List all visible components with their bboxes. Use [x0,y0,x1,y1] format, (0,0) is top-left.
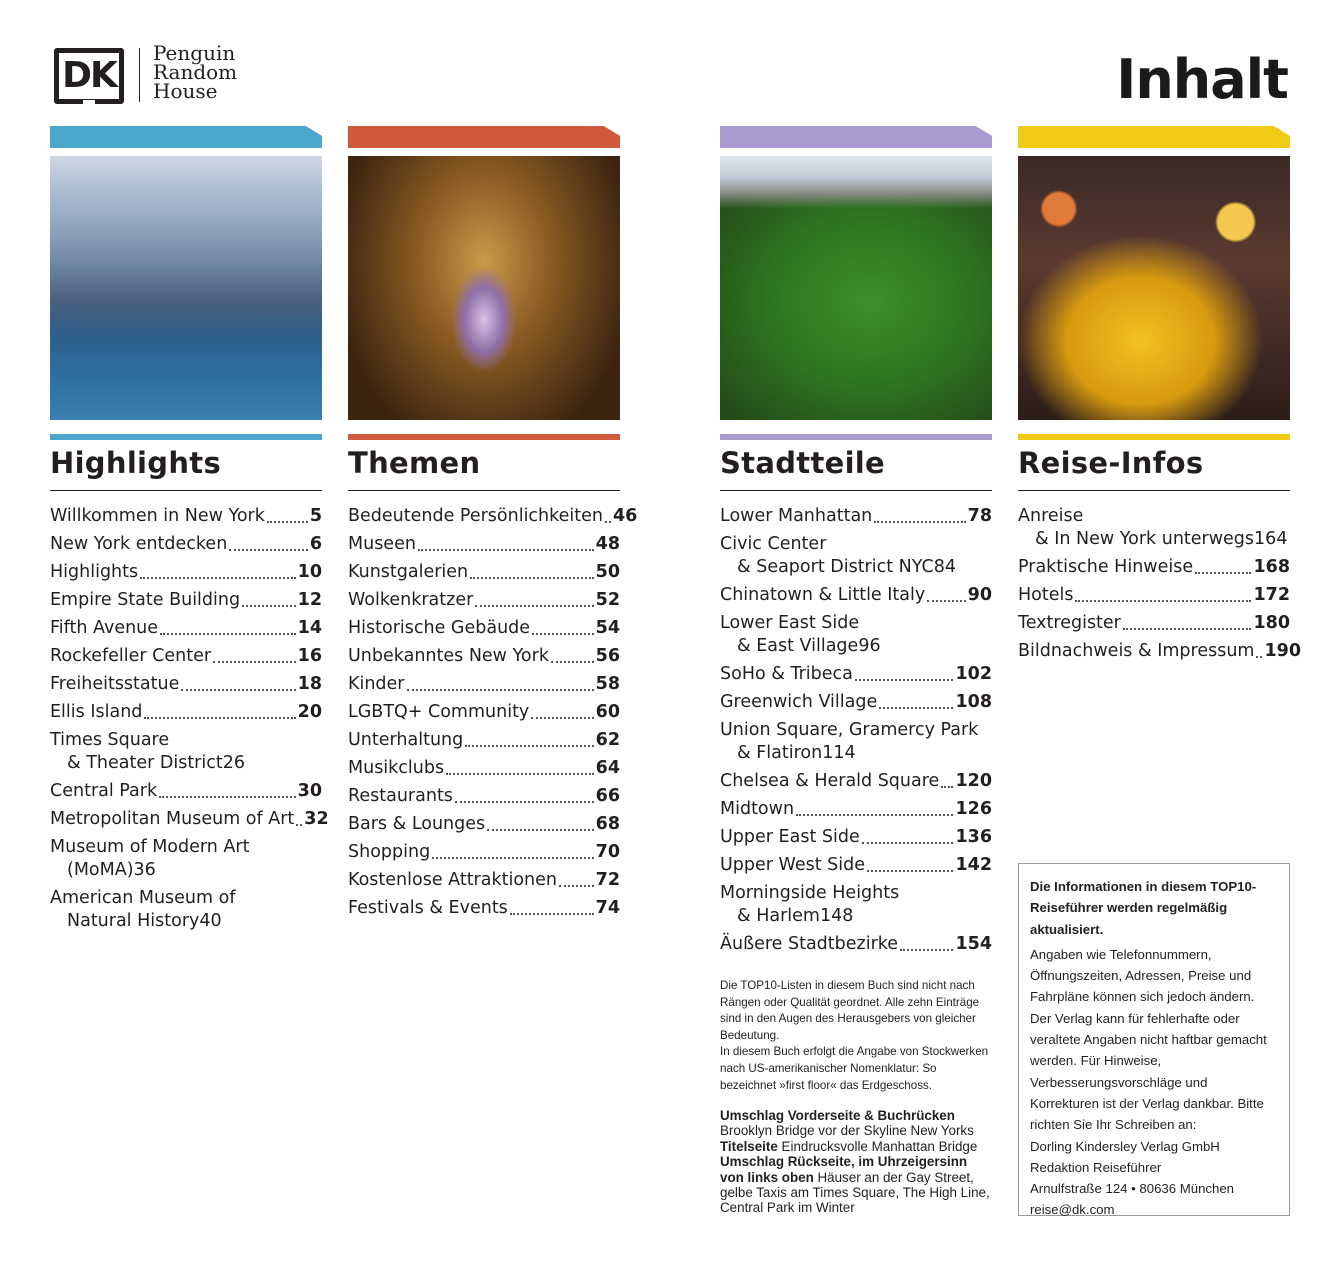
toc-entry[interactable] [50,701,322,724]
section-title: Themen [348,444,620,491]
toc-entry[interactable] [720,584,992,607]
toc-entry-label: Morningside Heights [720,883,900,903]
toc-page-number: 154 [955,934,992,954]
toc-page-number: 142 [955,855,992,875]
toc-page-number: 74 [595,898,620,918]
leader-dots [510,913,594,915]
toc-entry-label: Bildnachweis & Impressum [1018,641,1255,661]
toc-entry[interactable] [348,701,620,724]
toc-entry[interactable] [348,533,620,556]
leader-dots [874,521,965,523]
leader-dots [475,605,593,607]
toc-entry-label: Natural History [67,911,200,931]
column-stadtteile [720,126,992,961]
toc-entry-label: & East Village [737,636,859,656]
toc-entry-label: Upper East Side [720,827,860,847]
leader-dots [455,801,594,803]
toc-entry[interactable] [50,808,329,831]
toc-entry-label: Union Square, Gramercy Park [720,720,979,740]
cover-credits [720,1108,992,1216]
toc-page-number: 40 [199,911,222,931]
toc-page-number: 190 [1264,641,1301,661]
photo-cathedral [348,156,620,420]
toc-page-number: 72 [595,870,620,890]
toc-entry[interactable] [720,798,992,821]
toc-entry-label: & Harlem [737,906,820,926]
toc-entry-label: (MoMA) [67,860,134,880]
toc-page-number: 102 [955,664,992,684]
toc-entry-label: Praktische Hinweise [1018,557,1194,577]
toc-page-number: 126 [955,799,992,819]
toc-entry[interactable] [348,785,620,808]
toc-page-number: 58 [595,674,620,694]
toc-entry[interactable] [1018,640,1301,663]
color-underline [720,434,992,440]
color-tab [720,126,992,148]
note-paragraph: Die TOP10-Listen in diesem Buch sind nicht nach Rängen oder Qualität geordnet. Alle zehn Einträge sind in den Augen des Herausgebers von gleicher Bedeutung. [720,979,980,1042]
toc-entry-label: LGBTQ+ Community [348,702,530,722]
toc-entry-label: Highlights [50,562,139,582]
toc-entry[interactable] [348,897,620,920]
toc-entry-label: Midtown [720,799,795,819]
toc-entry[interactable] [720,933,992,956]
leader-dots [855,679,954,681]
info-address-line: Redaktion Reiseführer [1030,1159,1162,1175]
toc-page-number: 54 [595,618,620,638]
toc-entry-label: Anreise [1018,506,1084,526]
section-title: Reise-Infos [1018,444,1290,491]
cover-back-label: Umschlag Rückseite, im Uhrzeigersinn von links oben [720,1154,968,1185]
penguin-random-house-logo: Penguin Random House [153,41,238,103]
toc-entry[interactable] [1018,505,1290,551]
toc-entry-label: Lower Manhattan [720,506,873,526]
toc-page-number: 12 [297,590,322,610]
toc-entry-label: Civic Center [720,534,827,554]
section-title: Stadtteile [720,444,992,491]
toc-entry[interactable] [1018,612,1290,635]
toc-page-number: 62 [595,730,620,750]
toc-entry[interactable] [348,589,620,612]
toc-page-number: 120 [955,771,992,791]
color-underline [348,434,620,440]
toc-entry[interactable] [1018,556,1290,579]
toc-entry-label: Musikclubs [348,758,445,778]
toc-entry-label: Greenwich Village [720,692,878,712]
toc-entry-label: Chinatown & Little Italy [720,585,926,605]
toc-entry[interactable] [348,757,620,780]
toc-entry[interactable] [50,533,322,556]
toc-page-number: 18 [297,674,322,694]
color-tab [50,126,322,148]
toc-entry-label: Lower East Side [720,613,860,633]
leader-dots [144,717,295,719]
leader-dots [213,661,296,663]
leader-dots [159,796,296,798]
toc-entry[interactable] [50,589,322,612]
toc-entry-label: & Theater District [67,753,223,773]
toc-entry[interactable] [348,813,620,836]
logo-divider [139,48,140,102]
toc-entry[interactable] [50,836,322,882]
toc-entry[interactable] [348,505,638,528]
toc-entry-label: & Flatiron [737,743,823,763]
toc-entry[interactable] [50,645,322,668]
column-highlights [50,126,329,938]
toc-page-number: 66 [595,786,620,806]
cover-front-text: Brooklyn Bridge vor der Skyline New Yorks [720,1123,974,1139]
toc-entry-label: American Museum of [50,888,236,908]
dk-logo: DK [54,48,124,104]
photo-central-park [720,156,992,420]
color-tab [348,126,620,148]
toc-entry-label: Hotels [1018,585,1074,605]
toc-page-number: 90 [967,585,992,605]
toc-entry-label: Museen [348,534,416,554]
leader-dots [296,824,302,826]
toc-page-number: 60 [595,702,620,722]
info-email[interactable]: reise@dk.com [1030,1202,1115,1218]
info-body: Angaben wie Telefonnummern, Öffnungszeiten, Adressen, Preise und Fahrpläne können sich jedoch ändern. Der Verlag kann für fehlerhafte oder veraltete Angaben nicht haftbar gemacht werden. Für Hinweise, Verbesserungsvorschläge und Korrekturen ist der Verlag dankbar. Bitte richten Sie Ihr Schreiben an: [1030,946,1267,1133]
photo-taxi [1018,156,1290,420]
toc-page-number: 16 [297,646,322,666]
section-title: Highlights [50,444,322,491]
toc-entry-label: Festivals & Events [348,898,508,918]
toc-page-number: 20 [297,702,322,722]
leader-dots [446,773,594,775]
color-underline [1018,434,1290,440]
toc-entry[interactable] [720,854,992,877]
toc-entry-label: Kostenlose Attraktionen [348,870,557,890]
cover-title-label: Titelseite [720,1138,778,1154]
toc-entry[interactable] [348,729,620,752]
toc-entry-label: Unbekanntes New York [348,646,549,666]
toc-entry-label: Chelsea & Herald Square [720,771,940,791]
toc-entry[interactable] [50,561,322,584]
toc-entry-label: New York entdecken [50,534,228,554]
leader-dots [267,521,308,523]
toc-entry[interactable] [50,887,322,933]
top10-note [720,978,992,1094]
leader-dots [927,600,965,602]
toc-page-number: 32 [304,809,329,829]
toc-list [348,505,638,920]
toc-page-number: 46 [613,506,638,526]
info-address-line: Dorling Kindersley Verlag GmbH [1030,1138,1220,1154]
column-themen [348,126,638,925]
toc-entry-label: & Seaport District NYC [737,557,934,577]
toc-entry-label: Ellis Island [50,702,143,722]
toc-entry[interactable] [50,673,322,696]
column-reise-infos [1018,126,1301,668]
leader-dots [941,786,953,788]
toc-entry[interactable] [720,719,992,765]
toc-entry[interactable] [720,770,992,793]
toc-entry-label: Äußere Stadtbezirke [720,934,899,954]
toc-page-number: 30 [297,781,322,801]
toc-page-number: 164 [1254,529,1288,549]
toc-entry[interactable] [50,617,322,640]
leader-dots [418,549,594,551]
toc-page-number: 68 [595,814,620,834]
toc-entry-label: Textregister [1018,613,1121,633]
leader-dots [551,661,594,663]
toc-entry-label: Metropolitan Museum of Art [50,809,295,829]
toc-entry-label: Upper West Side [720,855,865,875]
toc-page-number: 64 [595,758,620,778]
toc-page-number: 36 [133,860,156,880]
cover-title-text: Eindrucksvolle Manhattan Bridge [781,1138,978,1154]
toc-entry[interactable] [720,691,992,714]
toc-entry[interactable] [348,645,620,668]
leader-dots [432,857,593,859]
toc-entry-label: Unterhaltung [348,730,464,750]
note-paragraph: In diesem Buch erfolgt die Angabe von Stockwerken nach US-amerikanischer Nomenklatur: So bezeichnet »first floor« das Erdgeschoss. [720,1045,989,1092]
toc-entry[interactable] [348,617,620,640]
toc-page-number: 26 [222,753,246,773]
leader-dots [229,549,308,551]
toc-entry[interactable] [348,673,620,696]
toc-page-number: 172 [1253,585,1290,605]
toc-page-number: 56 [595,646,620,666]
toc-page-number: 108 [955,692,992,712]
toc-entry-label: Willkommen in New York [50,506,265,526]
toc-entry[interactable] [720,505,992,528]
toc-page-number: 96 [858,636,881,656]
leader-dots [1256,656,1262,658]
info-heading: Die Informationen in diesem TOP10-Reiseführer werden regelmäßig aktualisiert. [1030,879,1257,937]
toc-entry[interactable] [348,561,620,584]
leader-dots [531,717,593,719]
toc-entry[interactable] [348,869,620,892]
toc-entry-label: Shopping [348,842,431,862]
toc-entry-label: Kunstgalerien [348,562,469,582]
toc-entry-label: SoHo & Tribeca [720,664,853,684]
toc-entry-label: Freiheitsstatue [50,674,180,694]
leader-dots [867,870,953,872]
toc-entry-label: Fifth Avenue [50,618,159,638]
toc-entry[interactable] [720,533,992,579]
leader-dots [487,829,594,831]
toc-list [1018,505,1301,663]
leader-dots [900,949,953,951]
leader-dots [1195,572,1251,574]
cover-back-text: Häuser an der Gay Street, gelbe Taxis am Times Square, The High Line, Central Park im Winter [720,1169,990,1216]
toc-entry[interactable] [348,841,620,864]
toc-entry[interactable] [50,780,322,803]
toc-entry-label: Rockefeller Center [50,646,212,666]
cover-front-label: Umschlag Vorderseite & Buchrücken [720,1108,955,1123]
toc-page-number: 70 [595,842,620,862]
toc-entry-label: Bedeutende Persönlichkeiten [348,506,603,526]
leader-dots [1123,628,1252,630]
toc-page-number: 6 [309,534,322,554]
toc-entry-label: Restaurants [348,786,453,806]
toc-entry[interactable] [720,612,992,658]
toc-entry[interactable] [1018,584,1290,607]
toc-entry[interactable] [720,663,992,686]
toc-page-number: 136 [955,827,992,847]
toc-page-number: 114 [822,743,856,763]
toc-page-number: 50 [595,562,620,582]
leader-dots [465,745,593,747]
leader-dots [796,814,953,816]
toc-list [50,505,329,933]
toc-entry-label: Central Park [50,781,158,801]
toc-entry-label: Historische Gebäude [348,618,531,638]
leader-dots [532,633,594,635]
toc-page-number: 84 [933,557,956,577]
toc-entry[interactable] [720,826,992,849]
leader-dots [605,521,611,523]
leader-dots [559,885,594,887]
leader-dots [470,577,593,579]
leader-dots [140,577,296,579]
leader-dots [407,689,594,691]
toc-entry[interactable] [720,882,992,928]
info-address-line: Arnulfstraße 124 • 80636 München [1030,1181,1235,1197]
toc-page-number: 78 [967,506,992,526]
toc-page-number: 48 [595,534,620,554]
toc-list [720,505,992,956]
leader-dots [181,689,295,691]
color-tab [1018,126,1290,148]
toc-page-number: 10 [297,562,322,582]
toc-entry-label: Kinder [348,674,405,694]
toc-page-number: 180 [1253,613,1290,633]
leader-dots [1075,600,1251,602]
toc-entry-label: Bars & Lounges [348,814,486,834]
photo-skyline [50,156,322,420]
page-title: Inhalt [1116,48,1288,111]
leader-dots [160,633,296,635]
toc-entry-label: Times Square [50,730,170,750]
leader-dots [862,842,954,844]
color-underline [50,434,322,440]
toc-entry-label: Empire State Building [50,590,241,610]
leader-dots [242,605,296,607]
toc-page-number: 168 [1253,557,1290,577]
toc-page-number: 52 [595,590,620,610]
leader-dots [879,707,953,709]
toc-entry[interactable] [50,505,322,528]
toc-entry-label: & In New York unterwegs [1035,529,1255,549]
info-box [1018,863,1290,1216]
toc-page-number: 5 [309,506,322,526]
toc-page-number: 148 [819,906,854,926]
toc-entry[interactable] [50,729,322,775]
toc-entry-label: Wolkenkratzer [348,590,474,610]
toc-page-number: 14 [297,618,322,638]
toc-entry-label: Museum of Modern Art [50,837,250,857]
